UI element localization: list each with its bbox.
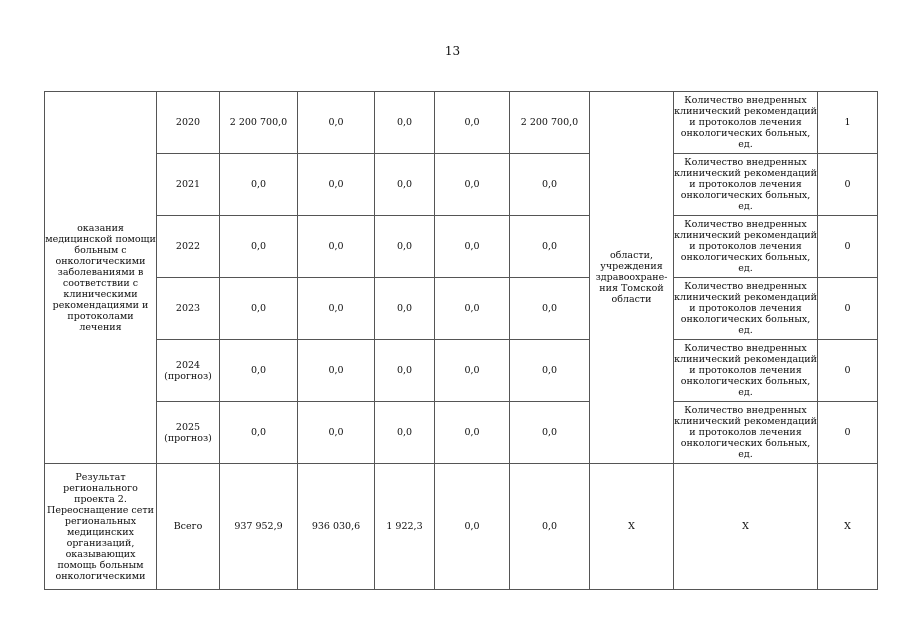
other-value-cell: 0,0 bbox=[510, 154, 590, 216]
local-value-cell: 0,0 bbox=[435, 340, 510, 402]
target-value-cell: 0 bbox=[818, 154, 878, 216]
indicator-cell: Количество внедренных клинический рекомендаций и протоколов лечения онкологических больных, ед. bbox=[674, 278, 818, 340]
result-row bbox=[45, 464, 878, 590]
year-cell: 2023 bbox=[157, 278, 220, 340]
year-cell: 2022 bbox=[157, 216, 220, 278]
total-value-cell: 2 200 700,0 bbox=[220, 92, 298, 154]
target-value-cell: Х bbox=[818, 464, 878, 590]
regional-value-cell: 0,0 bbox=[375, 92, 435, 154]
federal-value-cell: 0,0 bbox=[298, 402, 375, 464]
total-value-cell: 0,0 bbox=[220, 154, 298, 216]
regional-value-cell: 0,0 bbox=[375, 154, 435, 216]
other-value-cell: 0,0 bbox=[510, 278, 590, 340]
local-value-cell: 0,0 bbox=[435, 464, 510, 590]
local-value-cell: 0,0 bbox=[435, 154, 510, 216]
local-value-cell: 0,0 bbox=[435, 402, 510, 464]
year-cell: 2020 bbox=[157, 92, 220, 154]
executor-cell: Х bbox=[590, 464, 674, 590]
task-name-cell: оказания медицинской помощи больным с онкологическими заболеваниями в соответствии с клиническими рекомендациями и протоколами лечения bbox=[45, 92, 157, 464]
year-cell: 2024 (прогноз) bbox=[157, 340, 220, 402]
local-value-cell: 0,0 bbox=[435, 278, 510, 340]
target-value-cell: 0 bbox=[818, 340, 878, 402]
regional-value-cell: 1 922,3 bbox=[375, 464, 435, 590]
other-value-cell: 0,0 bbox=[510, 216, 590, 278]
year-cell: 2021 bbox=[157, 154, 220, 216]
executor-cell: области, учреждения здравоохране-ния Томской области bbox=[590, 92, 674, 464]
total-value-cell: 0,0 bbox=[220, 402, 298, 464]
target-value-cell: 0 bbox=[818, 216, 878, 278]
regional-value-cell: 0,0 bbox=[375, 216, 435, 278]
indicator-cell: Количество внедренных клинический рекомендаций и протоколов лечения онкологических больных, ед. bbox=[674, 154, 818, 216]
other-value-cell: 2 200 700,0 bbox=[510, 92, 590, 154]
local-value-cell: 0,0 bbox=[435, 92, 510, 154]
target-value-cell: 1 bbox=[818, 92, 878, 154]
other-value-cell: 0,0 bbox=[510, 402, 590, 464]
federal-value-cell: 0,0 bbox=[298, 340, 375, 402]
indicator-cell: Количество внедренных клинический рекомендаций и протоколов лечения онкологических больных, ед. bbox=[674, 92, 818, 154]
federal-value-cell: 0,0 bbox=[298, 278, 375, 340]
federal-value-cell: 0,0 bbox=[298, 216, 375, 278]
federal-value-cell: 0,0 bbox=[298, 154, 375, 216]
other-value-cell: 0,0 bbox=[510, 464, 590, 590]
year-cell: 2025 (прогноз) bbox=[157, 402, 220, 464]
indicator-cell: Количество внедренных клинический рекомендаций и протоколов лечения онкологических больных, ед. bbox=[674, 340, 818, 402]
budget-table bbox=[44, 91, 878, 590]
local-value-cell: 0,0 bbox=[435, 216, 510, 278]
target-value-cell: 0 bbox=[818, 278, 878, 340]
regional-value-cell: 0,0 bbox=[375, 340, 435, 402]
table-row bbox=[45, 92, 878, 154]
regional-value-cell: 0,0 bbox=[375, 402, 435, 464]
page-number: 13 bbox=[444, 44, 461, 58]
federal-value-cell: 0,0 bbox=[298, 92, 375, 154]
total-value-cell: 0,0 bbox=[220, 216, 298, 278]
table-row bbox=[45, 216, 878, 278]
table-row bbox=[45, 154, 878, 216]
total-value-cell: 0,0 bbox=[220, 278, 298, 340]
regional-value-cell: 0,0 bbox=[375, 278, 435, 340]
indicator-cell: Количество внедренных клинический рекомендаций и протоколов лечения онкологических больных, ед. bbox=[674, 402, 818, 464]
indicator-cell: Х bbox=[674, 464, 818, 590]
period-cell: Всего bbox=[157, 464, 220, 590]
target-value-cell: 0 bbox=[818, 402, 878, 464]
total-value-cell: 937 952,9 bbox=[220, 464, 298, 590]
table-row bbox=[45, 278, 878, 340]
other-value-cell: 0,0 bbox=[510, 340, 590, 402]
table-row bbox=[45, 340, 878, 402]
table-row bbox=[45, 402, 878, 464]
indicator-cell: Количество внедренных клинический рекомендаций и протоколов лечения онкологических больных, ед. bbox=[674, 216, 818, 278]
result-name-cell: Результат регионального проекта 2. Переоснащение сети региональных медицинских организаций, оказывающих помощь больным онкологическими bbox=[45, 464, 157, 590]
federal-value-cell: 936 030,6 bbox=[298, 464, 375, 590]
total-value-cell: 0,0 bbox=[220, 340, 298, 402]
